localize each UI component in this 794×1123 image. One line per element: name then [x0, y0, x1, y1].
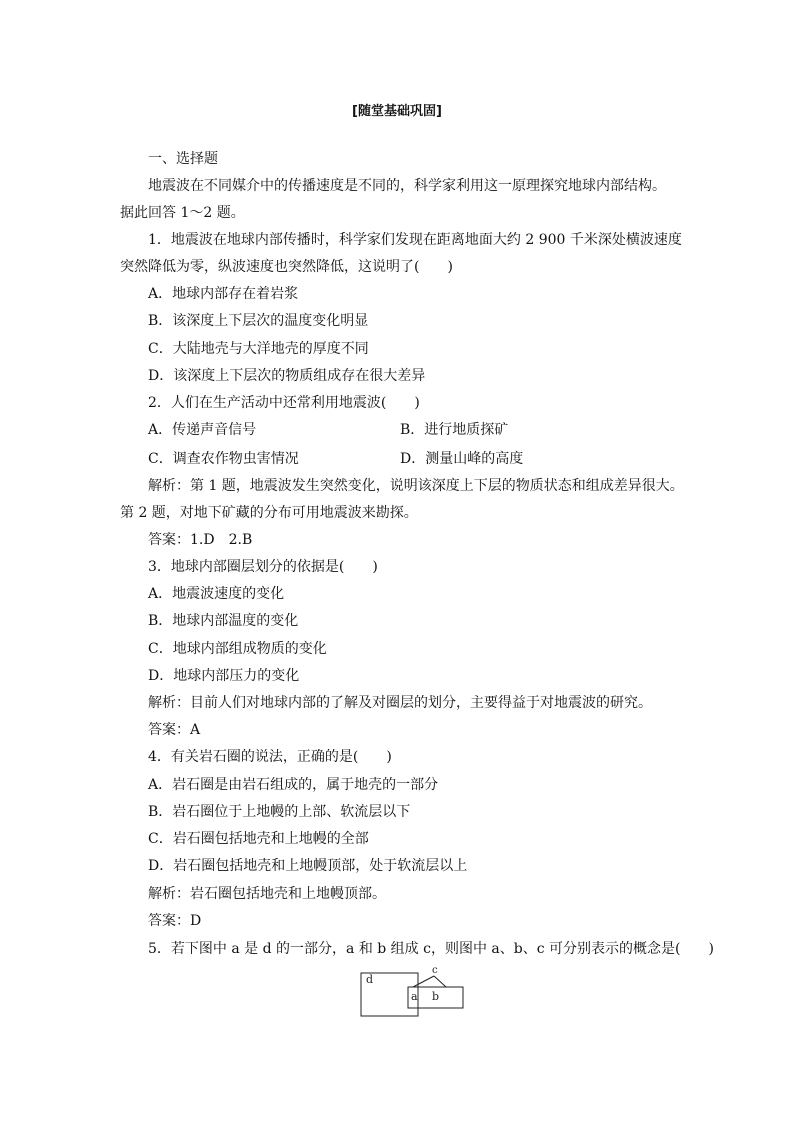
q1-option-c: C．大陆地壳与大洋地壳的厚度不同: [148, 341, 369, 357]
q3-option-b: B．地球内部温度的变化: [148, 613, 299, 629]
explanation-1-2-line-1: 解析：第 1 题，地震波发生突然变化，说明该深度上下层的物质状态和组成差异很大。: [148, 478, 684, 494]
diagram-bracket-right: [434, 976, 446, 987]
explanation-4: 解析：岩石圈包括地壳和上地幔顶部。: [148, 886, 386, 902]
q3-option-c: C．地球内部组成物质的变化: [148, 641, 327, 657]
intro-line-1: 地震波在不同媒介中的传播速度是不同的，科学家利用这一原理探究地球内部结构。: [148, 178, 666, 194]
q1-option-d: D．该深度上下层次的物质组成存在很大差异: [148, 368, 426, 384]
q3-option-d: D．地球内部压力的变化: [148, 668, 300, 684]
answer-3: 答案：A: [148, 722, 201, 738]
q2-option-c: C．调查农作物虫害情况: [148, 451, 299, 467]
diagram-bracket-left: [413, 976, 434, 987]
q2-option-d: D．测量山峰的高度: [400, 451, 524, 467]
q4-option-a: A．岩石圈是由岩石组成的，属于地壳的一部分: [148, 777, 439, 793]
q1-stem-2: 突然降低为零，纵波速度也突然降低，这说明了( ): [120, 259, 453, 275]
set-relationship-diagram: [350, 962, 480, 1022]
q4-option-b: B．岩石圈位于上地幔的上部、软流层以下: [148, 804, 411, 820]
q2-option-b: B．进行地质探矿: [400, 422, 509, 438]
diagram-label-d: d: [366, 973, 374, 986]
intro-line-2: 据此回答 1～2 题。: [120, 205, 245, 221]
q2-stem: 2．人们在生产活动中还常利用地震波( ): [148, 395, 420, 411]
explanation-3: 解析：目前人们对地球内部的了解及对圈层的划分，主要得益于对地震波的研究。: [148, 695, 652, 711]
diagram-label-c: c: [432, 965, 438, 976]
q1-stem-1: 1．地震波在地球内部传播时，科学家们发现在距离地面大约 2 900 千米深处横波速度: [148, 232, 682, 248]
q2-option-a: A．传递声音信号: [148, 422, 257, 438]
answer-4: 答案：D: [148, 913, 202, 929]
q5-stem: 5．若下图中 a 是 d 的一部分，a 和 b 组成 c，则图中 a、b、c 可分别表示的概念是( ): [148, 941, 714, 957]
q4-option-c: C．岩石圈包括地壳和上地幔的全部: [148, 831, 369, 847]
answer-1-2: 答案：1.D 2.B: [148, 532, 253, 548]
explanation-1-2-line-2: 第 2 题，对地下矿藏的分布可用地震波来勘探。: [120, 505, 418, 521]
q1-option-a: A．地球内部存在着岩浆: [148, 286, 299, 302]
diagram-label-a: a: [411, 990, 418, 1003]
q1-option-b: B．该深度上下层次的温度变化明显: [148, 313, 369, 329]
q3-stem: 3．地球内部圈层划分的依据是( ): [148, 559, 378, 575]
diagram-label-b: b: [432, 990, 440, 1003]
section-title: 一、选择题: [148, 151, 218, 167]
q4-option-d: D．岩石圈包括地壳和上地幔顶部，处于软流层以上: [148, 858, 468, 874]
page-header: [随堂基础巩固]: [352, 104, 442, 119]
q3-option-a: A．地震波速度的变化: [148, 586, 285, 602]
q4-stem: 4．有关岩石圈的说法，正确的是( ): [148, 749, 392, 765]
